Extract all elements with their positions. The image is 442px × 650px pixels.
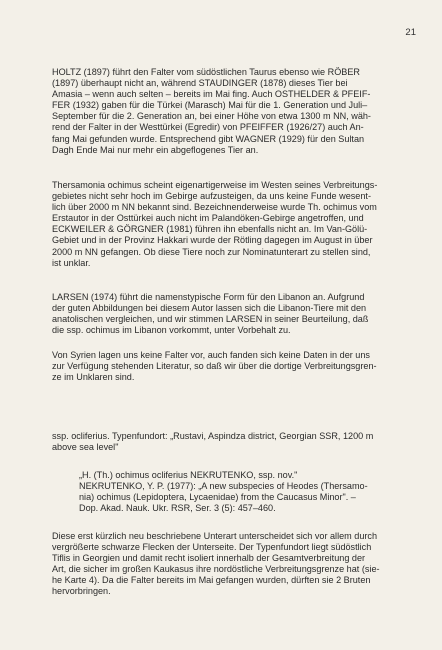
paragraph-citation: „H. (Th.) ochimus ocliferius NEKRUTENKO, ssp. nov." NEKRUTENKO, Y. P. (1977): „A new subspecies of Heodes (Thersamo- nia) ochimus (Lepidoptera, Lycaenidae) from the Caucasus Minor". – Dop. Akad. Nauk. Ukr. RSR, Ser. 3 (5): 457–460.: [79, 470, 368, 513]
paragraph-ssp-ocliferius: ssp. ocliferius. Typenfundort: „Rustavi, Aspindza district, Georgian SSR, 1200 m above sea level": [52, 431, 374, 453]
paragraph-holtz: HOLTZ (1897) führt den Falter vom südöstlichen Taurus ebenso wie RÖBER (1897) überhaupt nicht an, während STAUDINGER (1878) dieses Tier bei Amasia – wenn auch selten – bereits im Mai fing. Auch OSTHELDER & PFEIF- FER (1932) gaben für die Türkei (Marasch) Mai für die 1. Generation und Juli– September für die 2. Generation an, bei einer Höhe von etwa 1300 m NN, wäh- rend der Falter in der Westtürkei (Egredir) von PFEIFFER (1926/27) auch An- fang Mai gefunden wurde. Entsprechend gibt WAGNER (1929) für den Sultan Dagh Ende Mai nur mehr ein abgeflogenes Tier an.: [52, 67, 371, 155]
page-number: 21: [405, 27, 416, 38]
paragraph-larsen: LARSEN (1974) führt die namenstypische Form für den Libanon an. Aufgrund der guten Abbildungen bei diesem Autor lassen sich die Libanon-Tiere mit den anatolischen vergleichen, und wir stimmen LARSEN in seiner Beurteilung, daß die ssp. ochimus im Libanon vorkommt, unter Vorbehalt zu.: [52, 292, 369, 336]
paragraph-syrien: Von Syrien lagen uns keine Falter vor, auch fanden sich keine Daten in der uns zur Verfügung stehenden Literatur, so daß wir über die dortige Verbreitungsgren- ze im Unklaren sind.: [52, 350, 377, 383]
paragraph-thersamonia: Thersamonia ochimus scheint eigenartigerweise im Westen seines Verbreitungs- gebietes nicht sehr hoch im Gebirge aufzusteigen, da uns keine Funde wesent- lich über 2000 m NN bekannt sind. Bezeichnenderweise wurde Th. ochimus vom Erstautor in der Osttürkei auch nicht im Palandöken-Gebirge angetroffen, und ECKWEILER & GÖRGNER (1981) führen ihn ebenfalls nicht an. Im Van-Gölü- Gebiet und in der Provinz Hakkari wurde der Rötling dagegen im August in über 2000 m NN gefangen. Ob diese Tiere noch zur Nominatunterart zu stellen sind, ist unklar.: [52, 180, 378, 268]
paragraph-description: Diese erst kürzlich neu beschriebene Unterart unterscheidet sich vor allem durch vergrößerte schwarze Flecken der Unterseite. Der Typenfundort liegt südöstlich Tiflis in Georgien und damit recht isoliert innerhalb der Gesamtverbreitung der Art, die sicher im großen Kaukasus ihre nordöstliche Verbreitungsgrenze hat (sie- he Karte 4). Da die Falter bereits im Mai gefangen wurden, dürften sie 2 Bruten hervorbringen.: [52, 531, 380, 597]
